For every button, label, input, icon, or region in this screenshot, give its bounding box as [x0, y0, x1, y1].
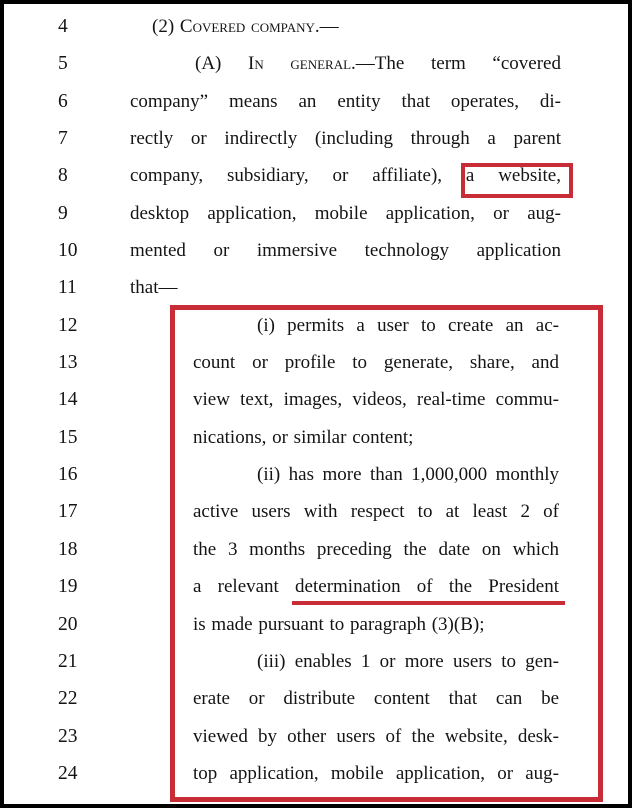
line-text [195, 45, 561, 82]
text-segment: the 3 months preceding the date on which [193, 538, 559, 560]
line-number: 5 [58, 53, 68, 75]
text-segment: (i) permits a user to create an ac- [257, 314, 559, 336]
text-segment: (A) [195, 53, 249, 75]
text-segment: (ii) has more than 1,000,000 monthly [257, 464, 559, 486]
text-segment: company, subsidiary, or affiliate), a website, [130, 165, 561, 187]
document-line [4, 419, 628, 456]
document-line [4, 568, 628, 605]
text-segment: rectly or indirectly (including through a parent [130, 128, 561, 150]
document-line [4, 195, 628, 232]
text-segment: active users with respect to at least 2 of [193, 501, 559, 523]
document-line [4, 269, 628, 306]
document-line [4, 493, 628, 530]
text-segment: (iii) enables 1 or more users to gen- [257, 650, 559, 672]
text-segment: — [319, 16, 339, 37]
document-line [4, 232, 628, 269]
line-number: 13 [58, 352, 78, 374]
line-text [130, 195, 561, 232]
line-number: 17 [58, 501, 78, 523]
text-segment: nications, or similar content; [193, 426, 414, 448]
text-segment: viewed by other users of the website, desk- [193, 725, 559, 747]
document-line [4, 643, 628, 680]
line-number: 16 [58, 464, 78, 486]
small-caps-text: In general. [248, 53, 356, 75]
line-text [257, 307, 559, 344]
document-line [4, 83, 628, 120]
line-number: 12 [58, 314, 78, 336]
line-text [130, 157, 561, 194]
line-number: 6 [58, 90, 68, 112]
text-segment: —The term “covered [355, 53, 561, 75]
line-number: 4 [58, 16, 68, 37]
small-caps-text: Covered company. [179, 16, 320, 37]
line-text [193, 718, 559, 755]
line-text [193, 680, 559, 717]
line-number: 11 [58, 277, 77, 299]
line-text [257, 643, 559, 680]
line-number: 22 [58, 688, 78, 710]
line-number: 24 [58, 762, 78, 784]
text-segment: desktop application, mobile application, or aug- [130, 202, 561, 224]
text-segment: (2) [152, 16, 180, 37]
line-number: 15 [58, 426, 78, 448]
text-segment: erate or distribute content that can be [193, 688, 559, 710]
document-line [4, 157, 628, 194]
document-line [4, 755, 628, 792]
text-segment: count or profile to generate, share, and [193, 352, 559, 374]
line-number: 21 [58, 650, 78, 672]
line-number: 10 [58, 240, 78, 262]
text-segment: a relevant determination of the President [193, 576, 559, 598]
line-text [130, 83, 561, 120]
text-segment: company” means an entity that operates, di- [130, 90, 561, 112]
text-segment: is made pursuant to paragraph (3)(B); [193, 613, 485, 635]
text-segment: mented or immersive technology application [130, 240, 561, 262]
line-text [193, 344, 559, 381]
document-line [4, 381, 628, 418]
line-number: 18 [58, 538, 78, 560]
document-line [4, 120, 628, 157]
line-number: 20 [58, 613, 78, 635]
line-number: 19 [58, 576, 78, 598]
line-number: 7 [58, 128, 68, 150]
document-line [4, 307, 628, 344]
line-text [130, 269, 561, 306]
line-text [130, 120, 561, 157]
line-number: 9 [58, 202, 68, 224]
line-text [193, 493, 559, 530]
document-line [4, 8, 628, 45]
document-line [4, 606, 628, 643]
line-text [193, 419, 559, 456]
document-text-block [4, 8, 628, 804]
line-text [193, 531, 559, 568]
line-text [152, 8, 561, 45]
document-line [4, 718, 628, 755]
line-number: 8 [58, 165, 68, 187]
line-text [130, 232, 561, 269]
text-segment: top application, mobile application, or aug- [193, 762, 559, 784]
document-line [4, 344, 628, 381]
document-line [4, 45, 628, 82]
document-line [4, 531, 628, 568]
text-segment: view text, images, videos, real-time commu- [193, 389, 559, 411]
line-text [257, 456, 559, 493]
line-text [193, 755, 559, 792]
line-number: 23 [58, 725, 78, 747]
line-text [193, 606, 559, 643]
line-text [193, 381, 559, 418]
document-line [4, 456, 628, 493]
text-segment: that— [130, 277, 178, 299]
line-number: 14 [58, 389, 78, 411]
line-text [193, 568, 559, 605]
document-line [4, 680, 628, 717]
